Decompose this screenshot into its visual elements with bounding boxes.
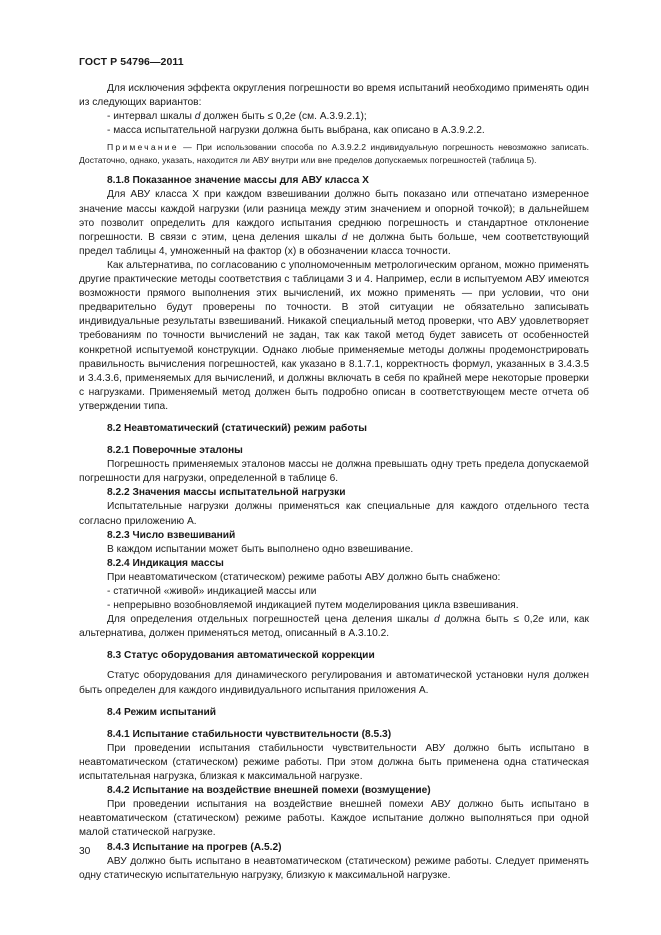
list-item: - интервал шкалы d должен быть ≤ 0,2e (см. А.3.9.2.1); [107,111,367,123]
paragraph: Для определения отдельных погрешностей цена деления шкалы d должна быть ≤ 0,2e или, как альтернатива, должен применяться метод, описанный в А.3.10.2. [79,614,589,640]
document-body [79,82,589,883]
page-number: 30 [79,846,91,857]
section-heading-8-1-8: 8.1.8 Показанное значение массы для АВУ класса X [107,175,369,187]
section-heading-8-3: 8.3 Статус оборудования автоматической коррекции [107,650,375,662]
section-heading-8-2-1: 8.2.1 Поверочные эталоны [107,445,243,457]
paragraph: При проведении испытания стабильности чувствительности АВУ должно быть испытано в неавтоматическом (статическом) режиме работы. При этом должна быть применена одна статическая испытательная нагрузка, близкая к максимальной нагрузке. [79,742,589,783]
note-label: Примечание [107,142,179,153]
section-heading-8-2: 8.2 Неавтоматический (статический) режим работы [107,422,368,434]
section-heading-8-2-2: 8.2.2 Значения массы испытательной нагрузки [107,487,346,499]
intro-paragraph: Для исключения эффекта округления погрешности во время испытаний необходимо применять один из следующих вариантов: [79,83,589,109]
paragraph: При проведении испытания на воздействие внешней помехи АВУ должно быть испытано в неавтоматическом (статическом) режиме работы. Каждое испытание должно выполняться при одной малой статической нагрузке. [79,799,589,839]
note [79,141,589,166]
section-heading-8-4-3: 8.4.3 Испытание на прогрев (А.5.2) [107,841,282,853]
list-item: - статичной «живой» индикацией массы или [107,586,317,597]
paragraph: Как альтернатива, по согласованию с уполномоченным метрологическим органом, можно применять другие практические методы соответствия с таблицами 3 и 4. Например, если в испытуемом АВУ имеются возможности прямого выполнения этих вычислений, их можно применять — при условии, что они предварительно будут проверены по точности. В этой ситуации не обязательно записывать индивидуальные результаты взвешиваний. Никакой специальный метод проверки, что АВУ удовлетворяет требованиям по точности вычислений не задан, так как такой метод будет зависеть от особенностей конкретной испытуемой конструкции. Однако любые применяемые методы должны продемонстрировать правильность вычисления погрешностей, как указано в 8.1.7.1, корректность формул, указанных в 3.4.3.5 и 3.4.3.6, применяемых для вычислений, и должны включать в себя по крайней мере некоторые проверки с нагрузками. Применяемый метод должен быть подробно описан в соответствующем месте отчета об утверждении типа. [79,259,589,412]
paragraph: Погрешность применяемых эталонов массы не должна превышать одну треть предела допускаемой погрешности для нагрузки, определенной в таблице 6. [79,459,589,485]
list-item: - масса испытательной нагрузки должна быть выбрана, как описано в А.3.9.2.2. [107,125,485,137]
section-heading-8-4-2: 8.4.2 Испытание на воздействие внешней помехи (возмущение) [107,785,431,797]
section-heading-8-2-4: 8.2.4 Индикация массы [107,557,224,569]
list-item: - непрерывно возобновляемой индикацией путем моделирования цикла взвешивания. [107,600,519,612]
paragraph: В каждом испытании может быть выполнено одно взвешивание. [107,543,414,555]
paragraph: При неавтоматическом (статическом) режиме работы АВУ должно быть снабжено: [107,571,501,583]
paragraph: Для АВУ класса X при каждом взвешивании должно быть показано или отпечатано измеренное значение массы каждой нагрузки (или разница между этим значением и опорной точкой); в дальнейшем это позволит определить для каждого испытания среднюю погрешность и стандартное отклонение погрешности. В связи с этим, цена деления шкалы d не должна быть больше, чем соответствующий предел таблицы 4, умноженный на фактор (x) в обозначении класса точности. [79,189,590,257]
section-heading-8-4-1: 8.4.1 Испытание стабильности чувствительности (8.5.3) [107,728,392,740]
paragraph: Испытательные нагрузки должны применяться как специальные для каждого отдельного теста согласно приложению А. [79,501,589,527]
note-text: — При использовании способа по А.3.9.2.2 индивидуальную погрешность невозможно записать. Достаточно, однако, указать, находится ли АВУ внутри или вне пределов допускаемых погрешностей (таблица 5). [79,142,589,165]
paragraph: Статус оборудования для динамического регулирования и автоматической установки нуля должен быть определен для каждого индивидуального испытания приложения А. [79,670,589,696]
section-heading-8-4: 8.4 Режим испытаний [107,706,217,718]
document-header: ГОСТ Р 54796—2011 [79,56,184,68]
section-heading-8-2-3: 8.2.3 Число взвешиваний [107,529,236,541]
paragraph: АВУ должно быть испытано в неавтоматическом (статическом) режиме работы. Следует применять одну статическую испытательную нагрузку, близкую к максимальной нагрузке. [79,855,589,881]
